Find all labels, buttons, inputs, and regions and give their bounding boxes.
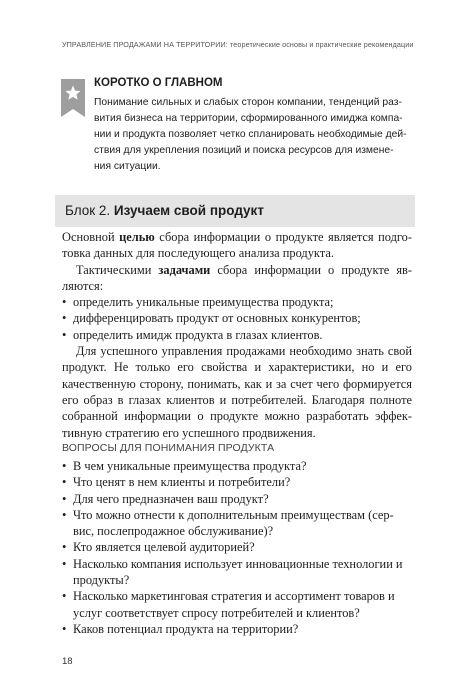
summary-line: ния ситуации. [94,161,161,172]
page-number: 18 [62,656,73,667]
running-header: УПРАВЛЕНИЕ ПРОДАЖАМИ НА ТЕРРИТОРИИ: теоретические основы и практические рекомендации [62,40,414,49]
paragraph-tasks [62,262,412,295]
paragraph-goal-after: сбора информации о продукте является подго-товка данных для последующего анализа продукта. [62,230,412,261]
section-title-text: Изучаем свой продукт [113,203,264,218]
list-item: • Что можно отнести к дополнительным преимуществам (сер-вис, послепродажное обслуживание)? [62,507,412,540]
list-item: • определить уникальные преимущества продукта; [62,294,412,310]
summary-title: КОРОТКО О ГЛАВНОМ [94,77,223,89]
questions-block [62,458,412,637]
paragraph-product: Для успешного управления продажами необходимо знать свой продукт. Не только его свойства и характеристики, но и его качественную сторону, понимать, как и за счет чего формируется его образ в глазах клиентов и потребителей. Благодаря полноте собранной информации о продукте можно разработать эффек-тивную стратегию его успешного продвижения. [62,344,412,440]
list-item: • В чем уникальные преимущества продукта? [62,458,412,474]
list-item: • Что ценят в нем клиенты и потребители? [62,474,412,490]
section-header [55,195,415,227]
questions-heading: ВОПРОСЫ ДЛЯ ПОНИМАНИЯ ПРОДУКТА [62,442,275,454]
list-item: • Насколько маркетинговая стратегия и ассортимент товаров и услуг соответствует спросу потребителей и клиентов? [62,588,412,621]
list-item: • дифференцировать продукт от основных конкурентов; [62,310,412,326]
star-bookmark-icon [61,79,85,117]
summary-body [94,95,434,175]
body-text [62,229,412,441]
list-item: • Насколько компания использует инновационные технологии и продукты? [62,556,412,589]
questions-list [62,458,412,637]
list-item: • определить имидж продукта в глазах клиентов. [62,327,412,343]
section-number: Блок 2. [65,203,114,218]
paragraph-tasks-bold: задачами [158,262,211,277]
summary-line: нии и продукта позволяет четко спланировать необходимые дей- [94,129,407,140]
summary-line: вития бизнеса на территории, сформированного имиджа компа- [94,113,403,124]
paragraph-goal-bold: целью [119,230,155,244]
summary-line: Понимание сильных и слабых сторон компании, тенденций раз- [94,97,402,108]
paragraph-goal [62,229,412,262]
list-item: • Каков потенциал продукта на территории? [62,621,412,637]
summary-line: ствия для укрепления позиций и поиска ресурсов для измене- [94,145,394,156]
list-item: • Для чего предназначен ваш продукт? [62,491,412,507]
list-item: • Кто является целевой аудиторией? [62,539,412,555]
paragraph-tasks-before: Тактическими [76,262,159,277]
tasks-list [62,294,412,343]
section-title [65,203,264,218]
paragraph-goal-before: Основной [62,230,120,244]
paragraph-tasks-after: сбора информации о продукте яв-ляются: [62,262,413,293]
